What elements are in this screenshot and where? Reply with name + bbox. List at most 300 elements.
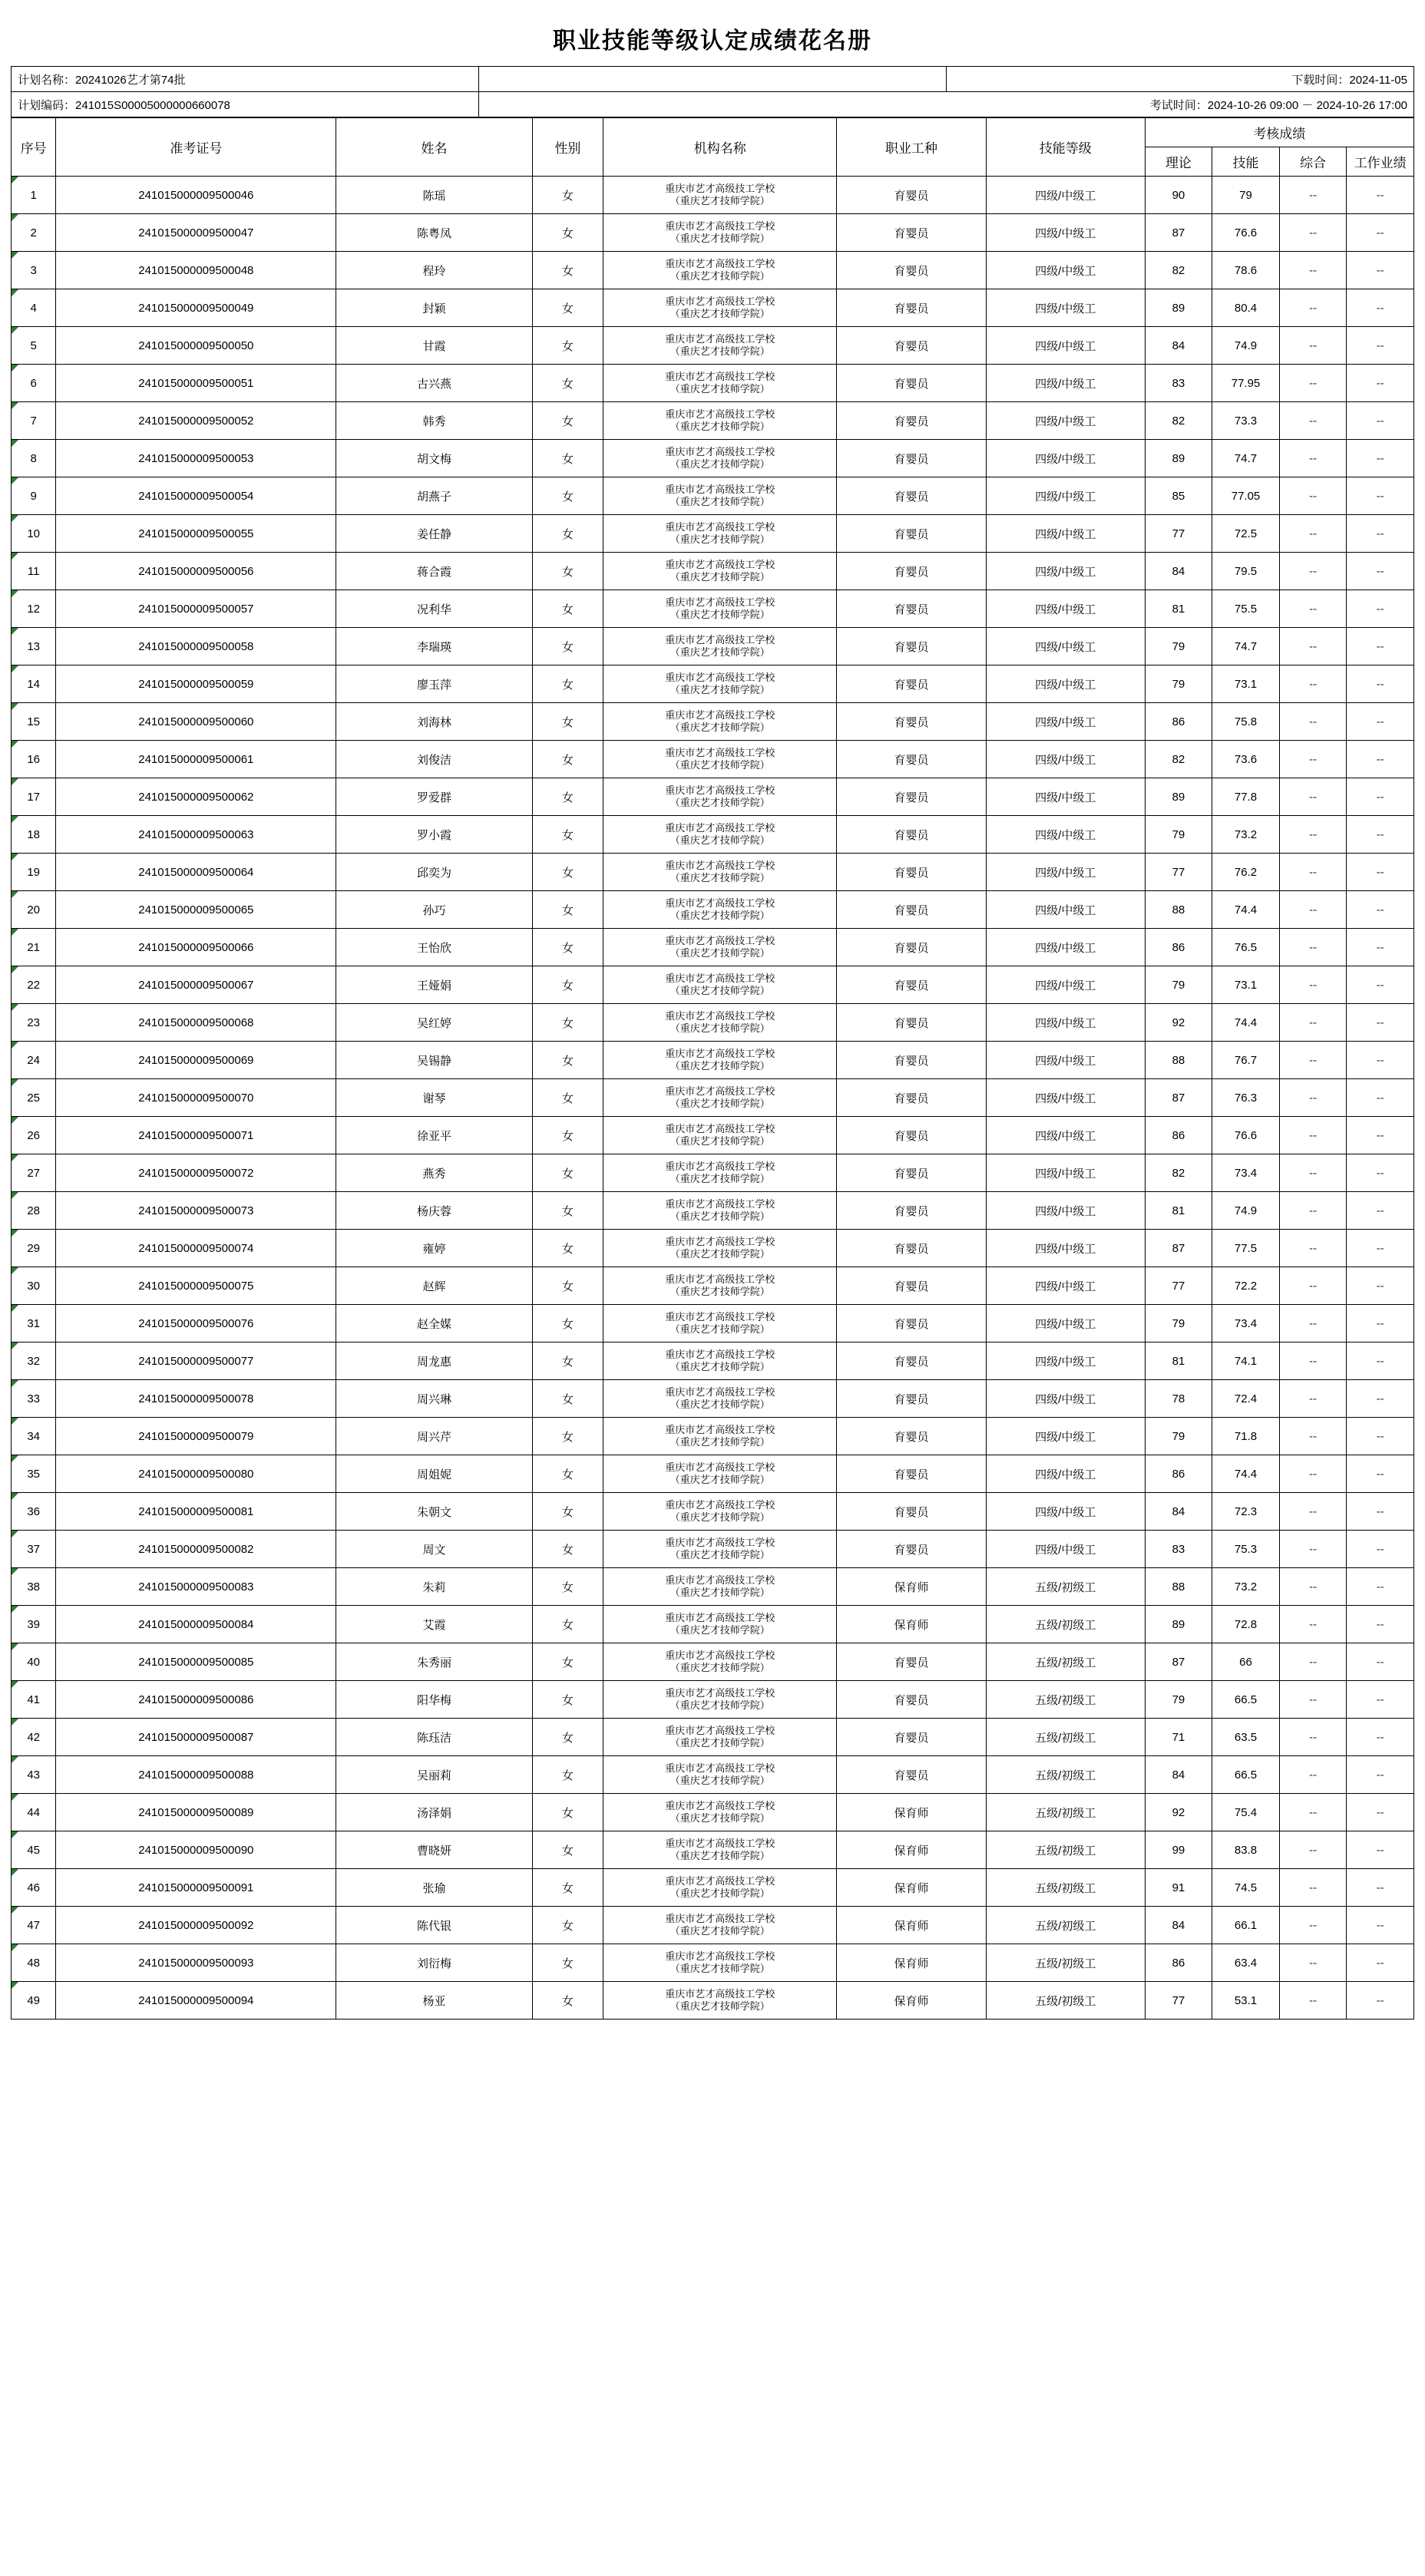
- org-line-1: 重庆市艺才高级技工学校: [665, 1085, 775, 1097]
- table-row: [12, 966, 1414, 1004]
- cell-comprehensive: --: [1279, 1907, 1347, 1944]
- cell-theory: 84: [1145, 1493, 1212, 1531]
- org-line-2: （重庆艺才技师学院）: [670, 1436, 770, 1448]
- cell-sex: 女: [532, 1117, 603, 1154]
- cell-sn: 17: [12, 778, 56, 816]
- org-line-2: （重庆艺才技师学院）: [670, 1925, 770, 1937]
- table-row: [12, 891, 1414, 929]
- cell-performance: --: [1347, 1831, 1414, 1869]
- cell-level: 四级/中级工: [986, 440, 1145, 477]
- cell-job: 育婴员: [837, 590, 987, 628]
- table-row: [12, 1982, 1414, 2020]
- org-line-1: 重庆市艺才高级技工学校: [665, 1197, 775, 1210]
- cell-exam-no: 241015000009500046: [56, 177, 336, 214]
- cell-sn: 4: [12, 289, 56, 327]
- cell-performance: --: [1347, 477, 1414, 515]
- cell-performance: --: [1347, 1192, 1414, 1230]
- org-line-1: 重庆市艺才高级技工学校: [665, 746, 775, 758]
- org-line-2: （重庆艺才技师学院）: [670, 797, 770, 808]
- cell-sn: 33: [12, 1380, 56, 1418]
- cell-skill: 79.5: [1212, 553, 1280, 590]
- cell-sn: 23: [12, 1004, 56, 1042]
- cell-name: 蒋合霞: [336, 553, 532, 590]
- cell-sex: 女: [532, 1643, 603, 1681]
- cell-job: 育婴员: [837, 1192, 987, 1230]
- table-row: [12, 1342, 1414, 1380]
- org-line-2: （重庆艺才技师学院）: [670, 1323, 770, 1335]
- cell-skill: 53.1: [1212, 1982, 1280, 2020]
- cell-performance: --: [1347, 590, 1414, 628]
- cell-theory: 77: [1145, 854, 1212, 891]
- cell-theory: 88: [1145, 891, 1212, 929]
- cell-name: 张瑜: [336, 1869, 532, 1907]
- cell-exam-no: 241015000009500089: [56, 1794, 336, 1831]
- cell-org: [603, 1681, 837, 1719]
- cell-org: [603, 1531, 837, 1568]
- cell-skill: 72.2: [1212, 1267, 1280, 1305]
- cell-performance: --: [1347, 1267, 1414, 1305]
- cell-skill: 66.1: [1212, 1907, 1280, 1944]
- plan-code-label: 计划编码：: [18, 98, 76, 112]
- download-time-value: 2024-11-05: [1349, 73, 1407, 87]
- org-line-1: 重庆市艺才高级技工学校: [665, 1611, 775, 1623]
- cell-job: 育婴员: [837, 252, 987, 289]
- cell-sex: 女: [532, 1154, 603, 1192]
- cell-sn: 6: [12, 365, 56, 402]
- cell-performance: --: [1347, 1756, 1414, 1794]
- cell-exam-no: 241015000009500048: [56, 252, 336, 289]
- cell-comprehensive: --: [1279, 1004, 1347, 1042]
- cell-exam-no: 241015000009500083: [56, 1568, 336, 1606]
- table-row: [12, 214, 1414, 252]
- cell-org: [603, 590, 837, 628]
- cell-job: 育婴员: [837, 365, 987, 402]
- header-theory: 理论: [1145, 147, 1212, 177]
- cell-sex: 女: [532, 778, 603, 816]
- cell-sn: 37: [12, 1531, 56, 1568]
- cell-name: 谢琴: [336, 1079, 532, 1117]
- cell-name: 周龙惠: [336, 1342, 532, 1380]
- cell-sn: 49: [12, 1982, 56, 2020]
- cell-level: 四级/中级工: [986, 477, 1145, 515]
- cell-name: 韩秀: [336, 402, 532, 440]
- org-line-2: （重庆艺才技师学院）: [670, 2000, 770, 2012]
- table-row: [12, 1831, 1414, 1869]
- cell-job: 育婴员: [837, 1267, 987, 1305]
- cell-exam-no: 241015000009500049: [56, 289, 336, 327]
- table-row: [12, 289, 1414, 327]
- cell-level: 四级/中级工: [986, 816, 1145, 854]
- cell-org: [603, 1493, 837, 1531]
- table-row: [12, 854, 1414, 891]
- cell-skill: 77.05: [1212, 477, 1280, 515]
- cell-org: [603, 477, 837, 515]
- plan-name-value: 20241026艺才第74批: [75, 73, 186, 87]
- org-line-1: 重庆市艺才高级技工学校: [665, 1912, 775, 1924]
- cell-level: 四级/中级工: [986, 590, 1145, 628]
- cell-level: 五级/初级工: [986, 1944, 1145, 1982]
- org-line-2: （重庆艺才技师学院）: [670, 1775, 770, 1786]
- cell-skill: 74.4: [1212, 1455, 1280, 1493]
- table-row: [12, 665, 1414, 703]
- cell-exam-no: 241015000009500079: [56, 1418, 336, 1455]
- cell-sn: 12: [12, 590, 56, 628]
- cell-org: [603, 440, 837, 477]
- cell-level: 四级/中级工: [986, 966, 1145, 1004]
- cell-level: 四级/中级工: [986, 741, 1145, 778]
- cell-sex: 女: [532, 929, 603, 966]
- cell-skill: 74.7: [1212, 440, 1280, 477]
- cell-level: 五级/初级工: [986, 1606, 1145, 1643]
- table-row: [12, 440, 1414, 477]
- cell-theory: 91: [1145, 1869, 1212, 1907]
- org-line-2: （重庆艺才技师学院）: [670, 947, 770, 959]
- cell-sn: 15: [12, 703, 56, 741]
- cell-exam-no: 241015000009500047: [56, 214, 336, 252]
- cell-performance: --: [1347, 966, 1414, 1004]
- cell-performance: --: [1347, 515, 1414, 553]
- cell-theory: 87: [1145, 1643, 1212, 1681]
- cell-job: 保育师: [837, 1944, 987, 1982]
- cell-level: 五级/初级工: [986, 1681, 1145, 1719]
- cell-sex: 女: [532, 327, 603, 365]
- cell-skill: 78.6: [1212, 252, 1280, 289]
- cell-level: 四级/中级工: [986, 1342, 1145, 1380]
- org-line-1: 重庆市艺才高级技工学校: [665, 370, 775, 382]
- cell-comprehensive: --: [1279, 929, 1347, 966]
- cell-job: 保育师: [837, 1794, 987, 1831]
- cell-org: [603, 1267, 837, 1305]
- cell-comprehensive: --: [1279, 327, 1347, 365]
- score-roster-table: [11, 117, 1414, 2020]
- cell-theory: 86: [1145, 1455, 1212, 1493]
- org-line-1: 重庆市艺才高级技工学校: [665, 1122, 775, 1134]
- cell-theory: 87: [1145, 214, 1212, 252]
- cell-level: 四级/中级工: [986, 1455, 1145, 1493]
- cell-skill: 77.95: [1212, 365, 1280, 402]
- cell-name: 刘衍梅: [336, 1944, 532, 1982]
- table-row: [12, 1079, 1414, 1117]
- cell-skill: 76.6: [1212, 1117, 1280, 1154]
- cell-name: 廖玉萍: [336, 665, 532, 703]
- org-line-1: 重庆市艺才高级技工学校: [665, 596, 775, 608]
- cell-sn: 45: [12, 1831, 56, 1869]
- cell-theory: 89: [1145, 440, 1212, 477]
- cell-comprehensive: --: [1279, 402, 1347, 440]
- cell-job: 育婴员: [837, 1004, 987, 1042]
- cell-sex: 女: [532, 1681, 603, 1719]
- cell-comprehensive: --: [1279, 1380, 1347, 1418]
- cell-org: [603, 1756, 837, 1794]
- cell-theory: 79: [1145, 1418, 1212, 1455]
- cell-name: 阳华梅: [336, 1681, 532, 1719]
- cell-exam-no: 241015000009500061: [56, 741, 336, 778]
- org-line-1: 重庆市艺才高级技工学校: [665, 1536, 775, 1548]
- cell-job: 育婴员: [837, 1380, 987, 1418]
- cell-name: 杨亚: [336, 1982, 532, 2020]
- cell-sex: 女: [532, 1794, 603, 1831]
- cell-sex: 女: [532, 741, 603, 778]
- cell-name: 孙巧: [336, 891, 532, 929]
- cell-level: 五级/初级工: [986, 1869, 1145, 1907]
- cell-level: 四级/中级工: [986, 778, 1145, 816]
- cell-name: 程玲: [336, 252, 532, 289]
- org-line-2: （重庆艺才技师学院）: [670, 646, 770, 658]
- org-line-1: 重庆市艺才高级技工学校: [665, 558, 775, 570]
- cell-job: 育婴员: [837, 1531, 987, 1568]
- cell-sex: 女: [532, 1230, 603, 1267]
- cell-comprehensive: --: [1279, 1568, 1347, 1606]
- org-line-1: 重庆市艺才高级技工学校: [665, 934, 775, 946]
- cell-comprehensive: --: [1279, 1944, 1347, 1982]
- org-line-1: 重庆市艺才高级技工学校: [665, 445, 775, 457]
- cell-job: 育婴员: [837, 1230, 987, 1267]
- org-line-2: （重庆艺才技师学院）: [670, 1361, 770, 1372]
- cell-sex: 女: [532, 966, 603, 1004]
- cell-org: [603, 1342, 837, 1380]
- cell-sex: 女: [532, 1079, 603, 1117]
- cell-org: [603, 1079, 837, 1117]
- table-row: [12, 402, 1414, 440]
- cell-exam-no: 241015000009500051: [56, 365, 336, 402]
- table-row: [12, 365, 1414, 402]
- cell-exam-no: 241015000009500053: [56, 440, 336, 477]
- cell-name: 杨庆蓉: [336, 1192, 532, 1230]
- cell-theory: 82: [1145, 402, 1212, 440]
- org-line-2: （重庆艺才技师学院）: [670, 1173, 770, 1184]
- table-row: [12, 1794, 1414, 1831]
- cell-sex: 女: [532, 553, 603, 590]
- org-line-1: 重庆市艺才高级技工学校: [665, 1461, 775, 1473]
- org-line-1: 重庆市艺才高级技工学校: [665, 821, 775, 834]
- cell-job: 育婴员: [837, 929, 987, 966]
- cell-sn: 29: [12, 1230, 56, 1267]
- cell-name: 周文: [336, 1531, 532, 1568]
- cell-comprehensive: --: [1279, 1681, 1347, 1719]
- cell-sex: 女: [532, 628, 603, 665]
- cell-sn: 43: [12, 1756, 56, 1794]
- cell-performance: --: [1347, 1606, 1414, 1643]
- cell-sn: 41: [12, 1681, 56, 1719]
- meta-row-plan-name: [12, 67, 1414, 92]
- org-line-2: （重庆艺才技师学院）: [670, 1887, 770, 1899]
- cell-sn: 1: [12, 177, 56, 214]
- cell-exam-no: 241015000009500068: [56, 1004, 336, 1042]
- table-row: [12, 1117, 1414, 1154]
- table-row: [12, 778, 1414, 816]
- cell-name: 吴锡静: [336, 1042, 532, 1079]
- cell-level: 五级/初级工: [986, 1907, 1145, 1944]
- cell-job: 育婴员: [837, 816, 987, 854]
- cell-performance: --: [1347, 402, 1414, 440]
- cell-exam-no: 241015000009500091: [56, 1869, 336, 1907]
- org-line-2: （重庆艺才技师学院）: [670, 1699, 770, 1711]
- cell-job: 保育师: [837, 1568, 987, 1606]
- cell-level: 四级/中级工: [986, 1004, 1145, 1042]
- cell-exam-no: 241015000009500073: [56, 1192, 336, 1230]
- cell-level: 四级/中级工: [986, 703, 1145, 741]
- cell-theory: 81: [1145, 1192, 1212, 1230]
- cell-skill: 73.2: [1212, 816, 1280, 854]
- cell-exam-no: 241015000009500066: [56, 929, 336, 966]
- cell-name: 艾霞: [336, 1606, 532, 1643]
- org-line-2: （重庆艺才技师学院）: [670, 1060, 770, 1072]
- cell-theory: 86: [1145, 703, 1212, 741]
- org-line-1: 重庆市艺才高级技工学校: [665, 1310, 775, 1323]
- org-line-2: （重庆艺才技师学院）: [670, 270, 770, 282]
- cell-exam-no: 241015000009500069: [56, 1042, 336, 1079]
- cell-exam-no: 241015000009500063: [56, 816, 336, 854]
- cell-performance: --: [1347, 854, 1414, 891]
- org-line-2: （重庆艺才技师学院）: [670, 1549, 770, 1560]
- cell-comprehensive: --: [1279, 628, 1347, 665]
- org-line-2: （重庆艺才技师学院）: [670, 609, 770, 620]
- cell-comprehensive: --: [1279, 590, 1347, 628]
- cell-job: 育婴员: [837, 1719, 987, 1756]
- cell-skill: 74.5: [1212, 1869, 1280, 1907]
- cell-theory: 85: [1145, 477, 1212, 515]
- cell-job: 育婴员: [837, 665, 987, 703]
- cell-comprehensive: --: [1279, 1192, 1347, 1230]
- cell-sex: 女: [532, 891, 603, 929]
- org-line-2: （重庆艺才技师学院）: [670, 345, 770, 357]
- org-line-1: 重庆市艺才高级技工学校: [665, 633, 775, 646]
- cell-theory: 84: [1145, 553, 1212, 590]
- exam-time-label: 考试时间：: [1149, 98, 1208, 112]
- cell-org: [603, 1719, 837, 1756]
- cell-comprehensive: --: [1279, 1154, 1347, 1192]
- org-line-2: （重庆艺才技师学院）: [670, 1210, 770, 1222]
- cell-performance: --: [1347, 1982, 1414, 2020]
- cell-org: [603, 1042, 837, 1079]
- org-line-1: 重庆市艺才高级技工学校: [665, 1273, 775, 1285]
- table-row: [12, 1568, 1414, 1606]
- cell-skill: 76.3: [1212, 1079, 1280, 1117]
- cell-performance: --: [1347, 1305, 1414, 1342]
- cell-sn: 30: [12, 1267, 56, 1305]
- org-line-2: （重庆艺才技师学院）: [670, 1098, 770, 1109]
- cell-skill: 73.3: [1212, 402, 1280, 440]
- cell-job: 育婴员: [837, 628, 987, 665]
- cell-level: 四级/中级工: [986, 628, 1145, 665]
- cell-skill: 75.4: [1212, 1794, 1280, 1831]
- cell-skill: 83.8: [1212, 1831, 1280, 1869]
- org-line-2: （重庆艺才技师学院）: [670, 872, 770, 883]
- org-line-2: （重庆艺才技师学院）: [670, 1662, 770, 1673]
- cell-sex: 女: [532, 1982, 603, 2020]
- cell-comprehensive: --: [1279, 1831, 1347, 1869]
- table-row: [12, 1455, 1414, 1493]
- cell-job: 育婴员: [837, 703, 987, 741]
- org-line-2: （重庆艺才技师学院）: [670, 533, 770, 545]
- cell-performance: --: [1347, 1230, 1414, 1267]
- cell-sex: 女: [532, 252, 603, 289]
- cell-name: 曹晓妍: [336, 1831, 532, 1869]
- org-line-1: 重庆市艺才高级技工学校: [665, 520, 775, 533]
- cell-name: 朱莉: [336, 1568, 532, 1606]
- cell-theory: 88: [1145, 1568, 1212, 1606]
- org-line-2: （重庆艺才技师学院）: [670, 1737, 770, 1749]
- cell-comprehensive: --: [1279, 252, 1347, 289]
- cell-job: 育婴员: [837, 966, 987, 1004]
- org-line-2: （重庆艺才技师学院）: [670, 1399, 770, 1410]
- cell-sex: 女: [532, 1531, 603, 1568]
- cell-sn: 24: [12, 1042, 56, 1079]
- cell-job: 育婴员: [837, 1756, 987, 1794]
- cell-theory: 78: [1145, 1380, 1212, 1418]
- cell-performance: --: [1347, 1493, 1414, 1531]
- cell-skill: 73.4: [1212, 1305, 1280, 1342]
- cell-theory: 90: [1145, 177, 1212, 214]
- cell-sn: 28: [12, 1192, 56, 1230]
- cell-theory: 88: [1145, 1042, 1212, 1079]
- cell-exam-no: 241015000009500088: [56, 1756, 336, 1794]
- cell-performance: --: [1347, 1117, 1414, 1154]
- org-line-2: （重庆艺才技师学院）: [670, 1587, 770, 1598]
- cell-comprehensive: --: [1279, 854, 1347, 891]
- table-row: [12, 1305, 1414, 1342]
- table-row: [12, 703, 1414, 741]
- cell-org: [603, 1831, 837, 1869]
- cell-sex: 女: [532, 365, 603, 402]
- cell-theory: 84: [1145, 327, 1212, 365]
- cell-sn: 46: [12, 1869, 56, 1907]
- table-row: [12, 1756, 1414, 1794]
- cell-sex: 女: [532, 477, 603, 515]
- cell-theory: 89: [1145, 778, 1212, 816]
- cell-exam-no: 241015000009500057: [56, 590, 336, 628]
- cell-theory: 86: [1145, 929, 1212, 966]
- cell-org: [603, 177, 837, 214]
- cell-comprehensive: --: [1279, 1230, 1347, 1267]
- table-row: [12, 177, 1414, 214]
- org-line-1: 重庆市艺才高级技工学校: [665, 859, 775, 871]
- cell-exam-no: 241015000009500078: [56, 1380, 336, 1418]
- cell-org: [603, 1606, 837, 1643]
- meta-blank-cell-1: [479, 67, 947, 92]
- cell-sex: 女: [532, 1606, 603, 1643]
- cell-performance: --: [1347, 1380, 1414, 1418]
- cell-sn: 14: [12, 665, 56, 703]
- cell-sex: 女: [532, 590, 603, 628]
- cell-name: 燕秀: [336, 1154, 532, 1192]
- cell-exam-no: 241015000009500082: [56, 1531, 336, 1568]
- page-title: 职业技能等级认定成绩花名册: [553, 28, 872, 54]
- table-row: [12, 1681, 1414, 1719]
- cell-org: [603, 1418, 837, 1455]
- cell-sex: 女: [532, 1944, 603, 1982]
- cell-org: [603, 1230, 837, 1267]
- cell-performance: --: [1347, 665, 1414, 703]
- table-row: [12, 327, 1414, 365]
- org-line-1: 重庆市艺才高级技工学校: [665, 1649, 775, 1661]
- org-line-2: （重庆艺才技师学院）: [670, 834, 770, 846]
- cell-skill: 76.7: [1212, 1042, 1280, 1079]
- org-line-2: （重庆艺才技师学院）: [670, 722, 770, 733]
- table-row: [12, 1907, 1414, 1944]
- cell-skill: 80.4: [1212, 289, 1280, 327]
- table-row: [12, 1944, 1414, 1982]
- org-line-1: 重庆市艺才高级技工学校: [665, 1235, 775, 1247]
- cell-comprehensive: --: [1279, 1982, 1347, 2020]
- org-line-2: （重庆艺才技师学院）: [670, 571, 770, 583]
- cell-skill: 77.8: [1212, 778, 1280, 816]
- cell-name: 朱秀丽: [336, 1643, 532, 1681]
- cell-performance: --: [1347, 1004, 1414, 1042]
- org-line-1: 重庆市艺才高级技工学校: [665, 483, 775, 495]
- cell-job: 育婴员: [837, 854, 987, 891]
- org-line-1: 重庆市艺才高级技工学校: [665, 1498, 775, 1511]
